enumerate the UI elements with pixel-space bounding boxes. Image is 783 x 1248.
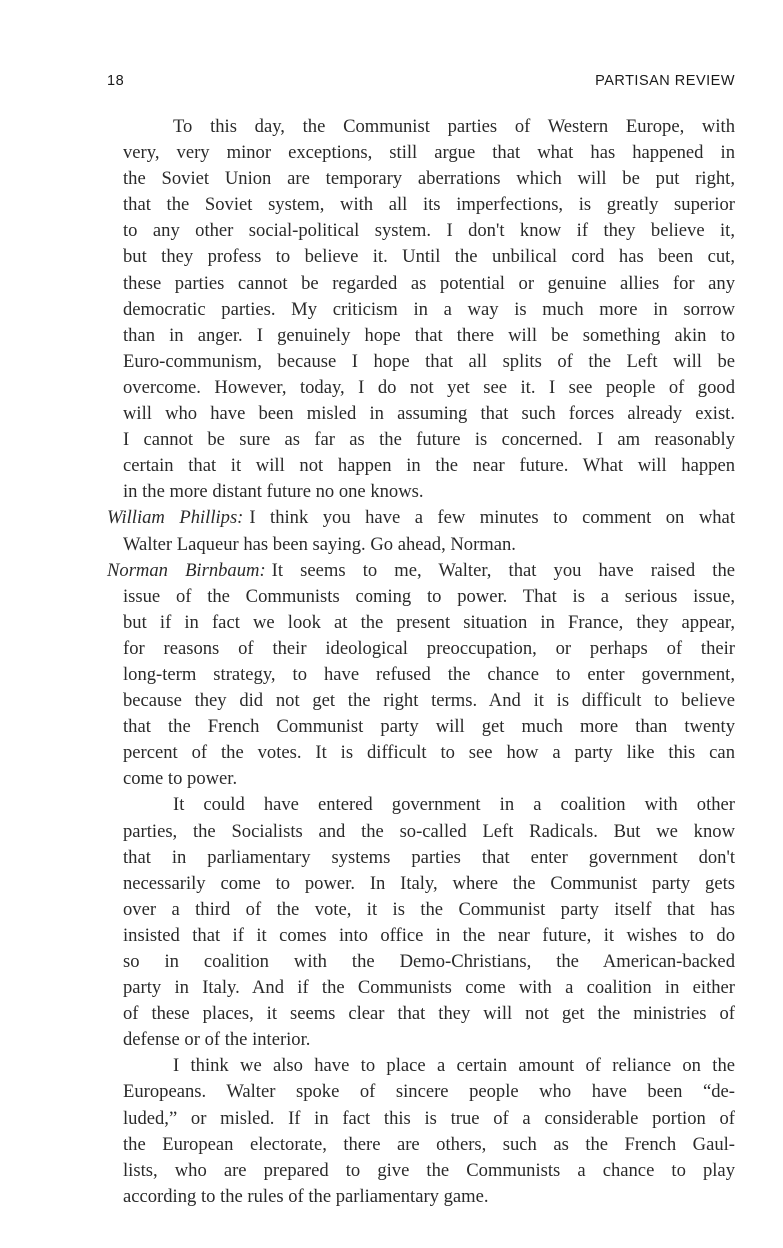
line-text: necessarily come to power. In Italy, where the Communist party gets <box>123 872 735 894</box>
text-line <box>123 584 735 610</box>
text-line <box>123 114 735 140</box>
speaker-paragraph <box>107 505 735 557</box>
line-text: than in anger. I genuinely hope that there will be something akin to <box>123 324 735 346</box>
line-text: for reasons of their ideological preoccupation, or perhaps of their <box>123 637 735 659</box>
line-text: I think we also have to place a certain amount of reliance on the <box>173 1055 735 1077</box>
line-text: that the Soviet system, with all its imperfections, is greatly superior <box>123 194 735 216</box>
text-line <box>123 1053 735 1079</box>
body-text <box>107 114 736 1210</box>
text-line <box>123 427 735 453</box>
text-line <box>123 636 735 662</box>
text-line <box>123 297 735 323</box>
speaker-paragraph <box>107 558 736 793</box>
text-line <box>123 244 735 270</box>
page-number: 18 <box>107 73 125 89</box>
text-line <box>123 349 735 375</box>
line-text: To this day, the Communist parties of Western Europe, with <box>173 116 735 137</box>
text-line <box>123 792 735 818</box>
line-text: Euro-communism, because I hope that all splits of the Left will be <box>123 350 735 372</box>
line-text: lists, who are prepared to give the Communists a chance to play <box>123 1159 735 1181</box>
line-text: It could have entered government in a coalition with other <box>173 794 735 816</box>
line-text: parties, the Socialists and the so-called Left Radicals. But we know <box>123 820 735 842</box>
line-text: the Soviet Union are temporary aberrations which will be put right, <box>123 168 735 190</box>
text-line <box>123 1079 735 1105</box>
line-text: democratic parties. My criticism in a way is much more in sorrow <box>123 298 735 320</box>
text-line <box>123 1158 735 1184</box>
line-text: certain that it will not happen in the near future. What will happen <box>123 455 735 477</box>
line-text: long-term strategy, to have refused the chance to enter government, <box>123 663 735 685</box>
text-line <box>123 166 735 192</box>
text-line <box>123 375 735 401</box>
text-line <box>123 192 735 218</box>
line-text: Walter Laqueur has been saying. Go ahead, Norman. <box>123 533 516 555</box>
running-head: PARTISAN REVIEW <box>595 73 735 89</box>
line-text: these parties cannot be regarded as potential or genuine allies for any <box>123 272 735 294</box>
line-text: because they did not get the right terms. And it is difficult to believe <box>123 690 735 712</box>
line-text: It seems to me, Walter, that you have raised the <box>271 559 736 581</box>
paragraph <box>123 792 735 1053</box>
text-line <box>123 140 735 166</box>
text-line <box>123 1001 735 1027</box>
text-line <box>123 1132 735 1158</box>
text-line <box>123 923 735 949</box>
text-line <box>107 505 735 531</box>
paragraph <box>123 114 735 505</box>
paragraph <box>123 1053 735 1210</box>
line-text: that in parliamentary systems parties that enter government don't <box>123 846 735 868</box>
line-text: to any other social-political system. I don't know if they believe it, <box>123 220 735 242</box>
text-line <box>123 401 735 427</box>
line-text: I cannot be sure as far as the future is concerned. I am reasonably <box>123 429 735 451</box>
line-text: of these places, it seems clear that they will not get the ministries of <box>123 1003 735 1025</box>
line-text: I think you have a few minutes to comment on what <box>249 507 735 529</box>
speaker-name: Norman Birnbaum: <box>107 559 266 581</box>
text-line <box>123 975 735 1001</box>
line-text: will who have been misled in assuming that such forces already exist. <box>123 403 735 425</box>
line-text: so in coalition with the Demo-Christians, the American-backed <box>123 951 735 972</box>
text-line <box>123 271 735 297</box>
text-line <box>123 766 735 792</box>
line-text: party in Italy. And if the Communists come with a coalition in either <box>123 977 735 999</box>
text-line <box>123 819 735 845</box>
line-text: very, very minor exceptions, still argue that what has happened in <box>123 142 735 164</box>
text-line <box>123 688 735 714</box>
line-text: that the French Communist party will get much more than twenty <box>123 716 735 738</box>
line-text: luded,” or misled. If in fact this is true of a considerable portion of <box>123 1107 735 1129</box>
text-line <box>123 610 735 636</box>
text-line <box>123 479 735 505</box>
line-text: defense or of the interior. <box>123 1029 311 1051</box>
text-line <box>123 949 735 975</box>
text-line <box>123 740 735 766</box>
text-line <box>123 1184 735 1210</box>
line-text: issue of the Communists coming to power. That is a serious issue, <box>123 585 735 607</box>
line-text: Europeans. Walter spoke of sincere people who have been “de- <box>123 1081 735 1103</box>
line-text: according to the rules of the parliamentary game. <box>123 1185 489 1207</box>
text-line <box>107 558 735 584</box>
text-line <box>123 871 735 897</box>
line-text: over a third of the vote, it is the Communist party itself that has <box>123 898 735 920</box>
line-text: come to power. <box>123 768 238 790</box>
text-line <box>123 1106 735 1132</box>
text-line <box>123 218 735 244</box>
text-line <box>123 323 735 349</box>
line-text: but they profess to believe it. Until the unbilical cord has been cut, <box>123 246 735 268</box>
text-line <box>123 714 735 740</box>
line-text: the European electorate, there are others, such as the French Gaul- <box>123 1133 735 1155</box>
text-line <box>123 662 735 688</box>
text-line <box>123 453 735 479</box>
text-line <box>123 1027 735 1053</box>
text-line <box>123 845 735 871</box>
line-text: percent of the votes. It is difficult to see how a party like this can <box>123 742 735 764</box>
line-text: but if in fact we look at the present situation in France, they appear, <box>123 611 735 633</box>
text-line <box>123 532 735 558</box>
line-text: in the more distant future no one knows. <box>123 481 424 503</box>
speaker-name: William Phillips: <box>107 507 244 529</box>
line-text: overcome. However, today, I do not yet see it. I see people of good <box>123 376 735 398</box>
line-text: insisted that if it comes into office in the near future, it wishes to do <box>123 924 735 946</box>
text-line <box>123 897 735 923</box>
